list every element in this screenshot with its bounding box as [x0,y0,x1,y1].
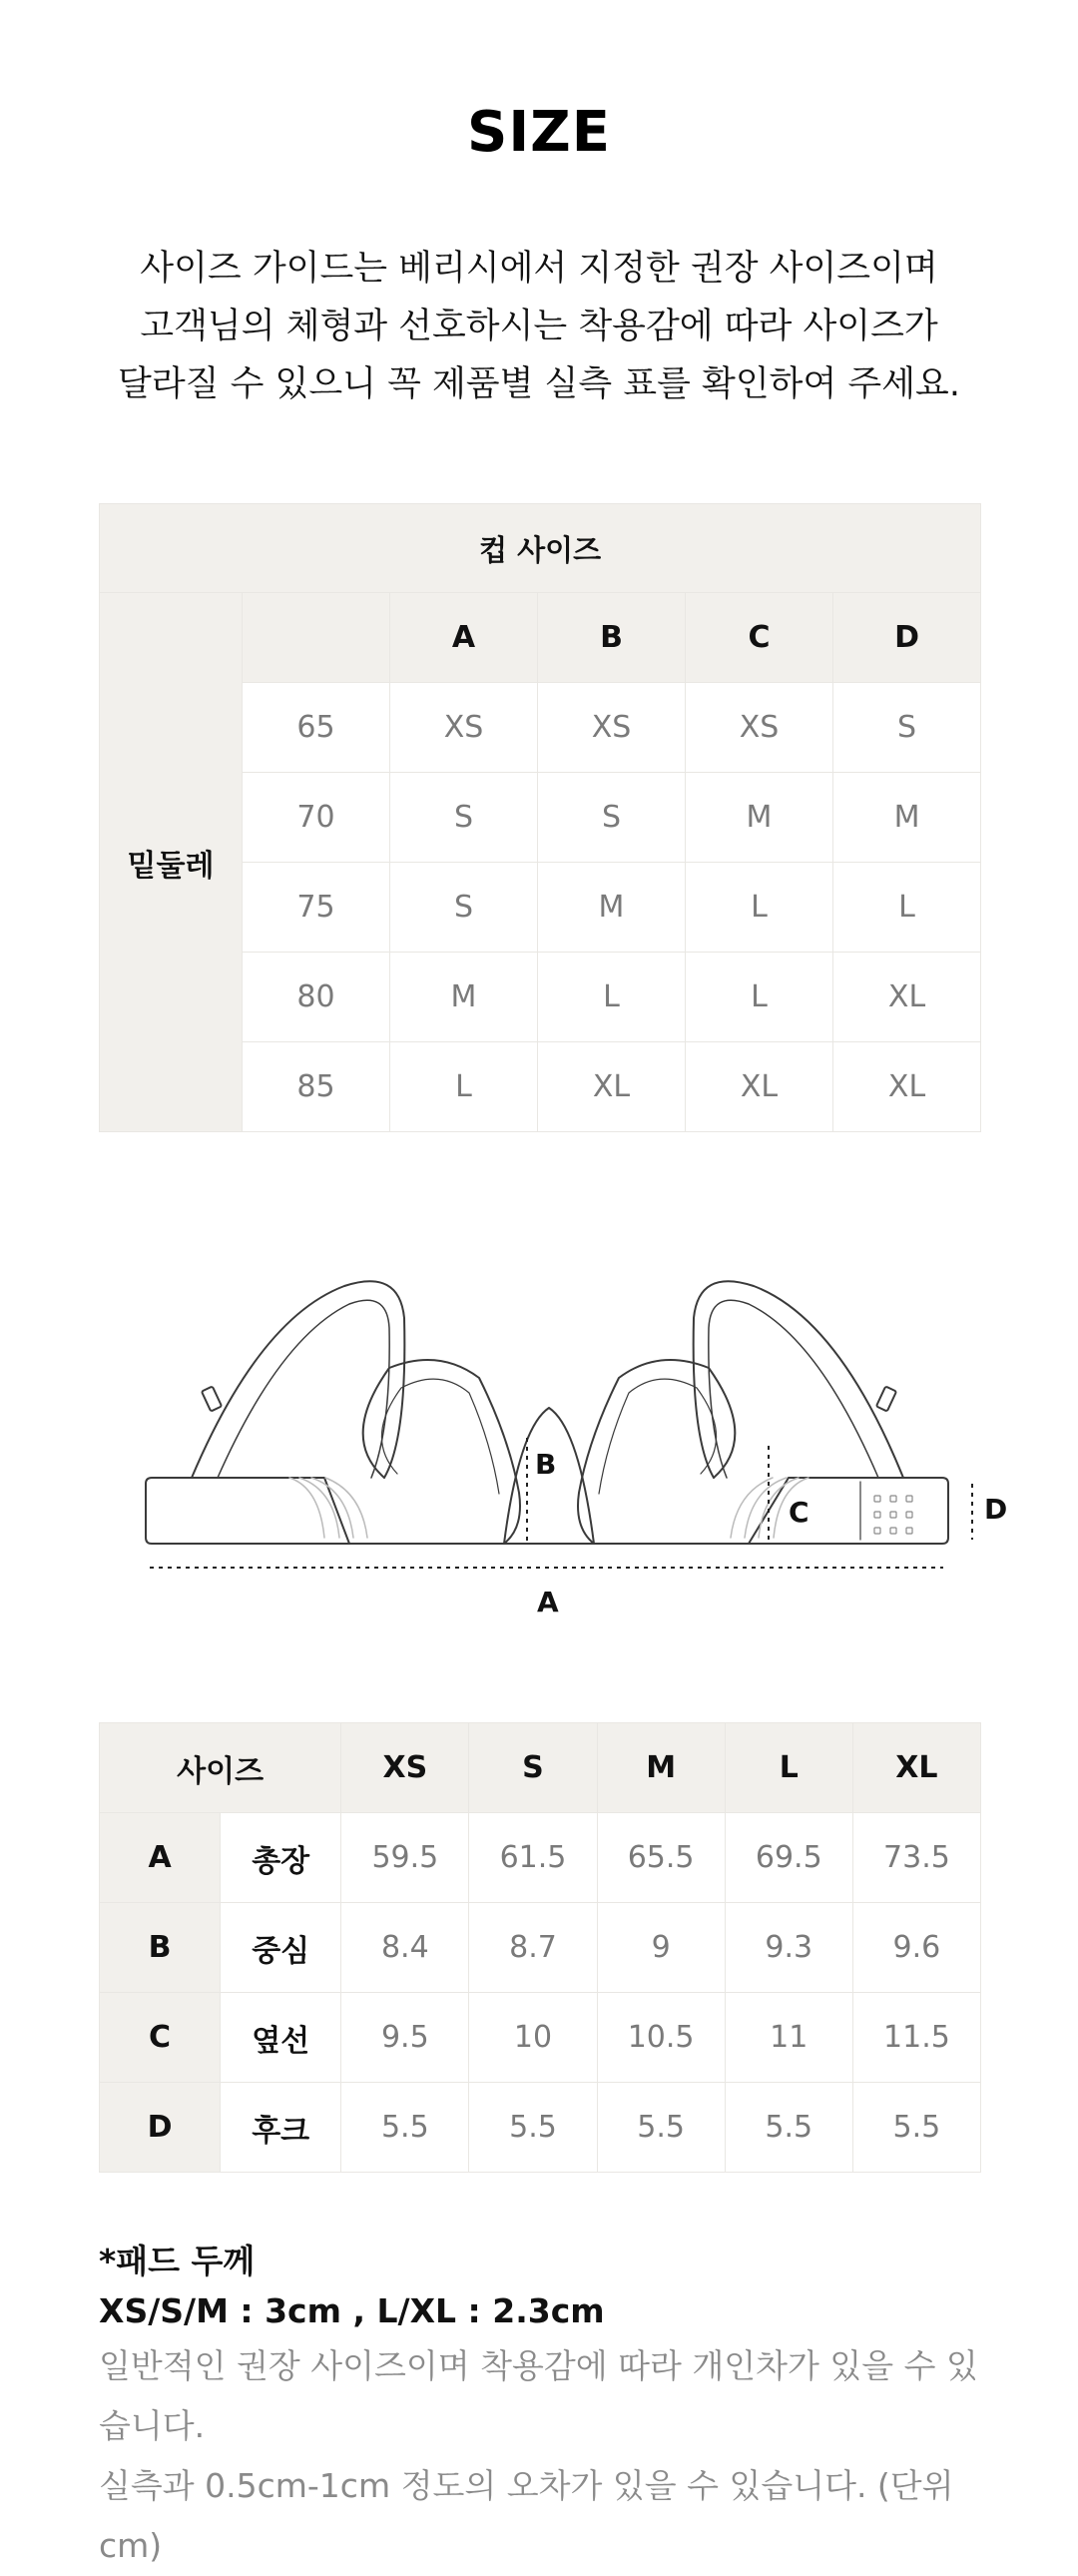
measure-name: 총장 [221,1813,341,1903]
bra-measurement-diagram [140,1238,1018,1617]
measurement-table [99,1722,981,2173]
table-row [100,2083,981,2173]
band-label: 밑둘레 [100,593,243,1132]
size-cell: XL [538,1042,686,1132]
size-cell: L [833,863,981,953]
cup-header: C [686,593,833,683]
measure-code: C [100,1993,221,2083]
table-row [100,1993,981,2083]
band-value: 80 [243,953,390,1042]
measure-value: 10.5 [597,1993,725,2083]
size-cell: XS [538,683,686,773]
size-cell: XS [686,683,833,773]
cup-header: A [390,593,538,683]
size-header: S [469,1723,597,1813]
band-value: 75 [243,863,390,953]
size-header: M [597,1723,725,1813]
measure-name: 후크 [221,2083,341,2173]
size-cell: M [833,773,981,863]
note-line: 일반적인 권장 사이즈이며 착용감에 따라 개인차가 있을 수 있습니다. [99,2346,978,2445]
measure-value: 8.7 [469,1903,597,1993]
table-row [100,1903,981,1993]
measure-code: D [100,2083,221,2173]
size-cell: S [390,773,538,863]
intro-line: 달라질 수 있으니 꼭 제품별 실측 표를 확인하여 주세요. [118,364,960,404]
label-d: D [984,1493,1008,1526]
size-header: L [725,1723,852,1813]
measure-code: A [100,1813,221,1903]
size-header-label: 사이즈 [100,1723,341,1813]
cup-header: B [538,593,686,683]
measure-value: 8.4 [341,1903,469,1993]
measure-name: 중심 [221,1903,341,1993]
measure-value: 59.5 [341,1813,469,1903]
intro-line: 고객님의 체형과 선호하시는 착용감에 따라 사이즈가 [140,307,938,346]
size-cell: M [390,953,538,1042]
intro-text [0,240,1078,413]
page-title: SIZE [466,100,612,165]
size-cell: S [833,683,981,773]
band-value: 85 [243,1042,390,1132]
size-cell: XS [390,683,538,773]
size-cell: M [686,773,833,863]
size-cell: XL [833,1042,981,1132]
measure-value: 9.6 [852,1903,980,1993]
table-row [100,1813,981,1903]
size-header: XS [341,1723,469,1813]
measure-value: 9.3 [725,1903,852,1993]
measure-value: 65.5 [597,1813,725,1903]
label-a: A [537,1586,559,1618]
band-value: 65 [243,683,390,773]
cup-header: D [833,593,981,683]
measure-value: 61.5 [469,1813,597,1903]
notes-section [99,2237,997,2576]
corner-cell [243,593,390,683]
measure-value: 9 [597,1903,725,1993]
size-cell: XL [833,953,981,1042]
size-cell: XL [686,1042,833,1132]
size-cell: L [686,953,833,1042]
label-b: B [535,1448,557,1481]
size-cell: L [686,863,833,953]
size-cell: M [538,863,686,953]
size-cell: L [390,1042,538,1132]
band-value: 70 [243,773,390,863]
measure-value: 10 [469,1993,597,2083]
size-cell: S [538,773,686,863]
measure-name: 옆선 [221,1993,341,2083]
measure-code: B [100,1903,221,1993]
intro-line: 사이즈 가이드는 베리시에서 지정한 권장 사이즈이며 [140,249,938,289]
measure-value: 5.5 [597,2083,725,2173]
note-line: 실측과 0.5cm-1cm 정도의 오차가 있을 수 있습니다. (단위cm) [99,2466,954,2565]
measure-value: 5.5 [469,2083,597,2173]
bra-illustration [140,1238,1018,1617]
measure-value: 73.5 [852,1813,980,1903]
measure-value: 11 [725,1993,852,2083]
size-header: XL [852,1723,980,1813]
cup-size-table [99,503,981,1132]
cup-table-caption: 컵 사이즈 [100,504,981,593]
pad-thickness-values: XS/S/M : 3cm , L/XL : 2.3cm [99,2291,605,2330]
measure-value: 5.5 [852,2083,980,2173]
measure-value: 69.5 [725,1813,852,1903]
pad-thickness-title: *패드 두께 [99,2242,256,2280]
measure-value: 9.5 [341,1993,469,2083]
measure-value: 11.5 [852,1993,980,2083]
measure-value: 5.5 [341,2083,469,2173]
measure-value: 5.5 [725,2083,852,2173]
label-c: C [789,1496,809,1529]
size-cell: L [538,953,686,1042]
size-cell: S [390,863,538,953]
